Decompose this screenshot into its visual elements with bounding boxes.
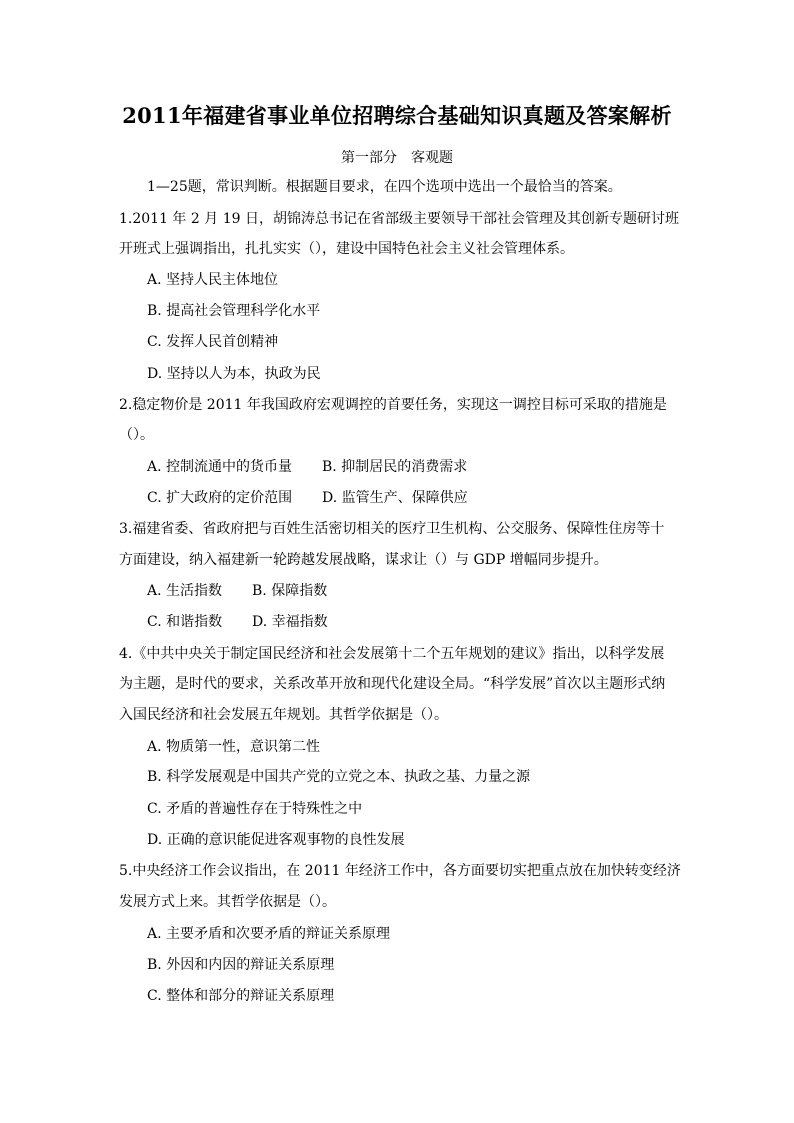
question-1-line-2: 开班式上强调指出，扎扎实实（），建设中国特色社会主义社会管理体系。	[119, 241, 574, 257]
page-title: 2011年福建省事业单位招聘综合基础知识真题及答案解析	[122, 103, 672, 128]
question-2-option-d: D. 监管生产、保障供应	[322, 490, 468, 506]
question-5-line-2: 发展方式上来。其哲学依据是（）。	[119, 894, 336, 910]
question-5-line-1: 5.中央经济工作会议指出，在 2011 年经济工作中，各方面要切实把重点放在加快转变经济	[119, 863, 681, 879]
question-4-option-b: B. 科学发展观是中国共产党的立党之本、执政之基、力量之源	[147, 769, 531, 785]
question-4-option-d: D. 正确的意识能促进客观事物的良性发展	[147, 832, 405, 848]
question-1-option-b: B. 提高社会管理科学化水平	[147, 303, 321, 319]
question-2-option-b: B. 抑制居民的消费需求	[322, 459, 468, 475]
question-1-option-a: A. 坚持人民主体地位	[147, 272, 279, 288]
question-4-option-c: C. 矛盾的普遍性存在于特殊性之中	[147, 801, 363, 817]
question-2-option-a: A. 控制流通中的货币量	[147, 459, 293, 475]
question-1-line-1: 1.2011 年 2 月 19 日，胡锦涛总书记在省部级主要领导干部社会管理及其创新专题研讨班	[119, 211, 679, 227]
question-4-line-1: 4.《中共中央关于制定国民经济和社会发展第十二个五年规划的建议》指出，以科学发展	[119, 646, 665, 662]
question-3-option-b: B. 保障指数	[252, 583, 328, 599]
question-4-line-3: 入国民经济和社会发展五年规划。其哲学依据是（）。	[119, 707, 448, 723]
question-2-line-1: 2.稳定物价是 2011 年我国政府宏观调控的首要任务，实现这一调控目标可采取的措施是	[119, 397, 667, 413]
question-3-option-c: C. 和谐指数	[147, 614, 223, 630]
question-4-option-a: A. 物质第一性，意识第二性	[147, 739, 321, 755]
question-2-line-2: （）。	[119, 427, 154, 443]
question-3-line-2: 方面建设，纳入福建新一轮跨越发展战略，谋求让（）与 GDP 增幅同步提升。	[119, 552, 608, 568]
question-5-option-c: C. 整体和部分的辩证关系原理	[147, 988, 335, 1004]
question-2-option-c: C. 扩大政府的定价范围	[147, 490, 293, 506]
question-3-line-1: 3.福建省委、省政府把与百姓生活密切相关的医疗卫生机构、公交服务、保障性住房等十	[119, 521, 665, 537]
question-5-option-b: B. 外因和内因的辩证关系原理	[147, 957, 335, 973]
question-3-option-a: A. 生活指数	[147, 583, 223, 599]
section-heading: 第一部分 客观题	[341, 150, 453, 166]
question-1-option-c: C. 发挥人民首创精神	[147, 334, 279, 350]
question-1-option-d: D. 坚持以人为本，执政为民	[147, 366, 321, 382]
instruction-text: 1—25题，常识判断。根据题目要求，在四个选项中选出一个最恰当的答案。	[147, 179, 622, 195]
question-5-option-a: A. 主要矛盾和次要矛盾的辩证关系原理	[147, 926, 391, 942]
question-3-option-d: D. 幸福指数	[252, 614, 328, 630]
question-4-line-2: 为主题，是时代的要求，关系改革开放和现代化建设全局。“科学发展”首次以主题形式纳	[119, 676, 666, 692]
